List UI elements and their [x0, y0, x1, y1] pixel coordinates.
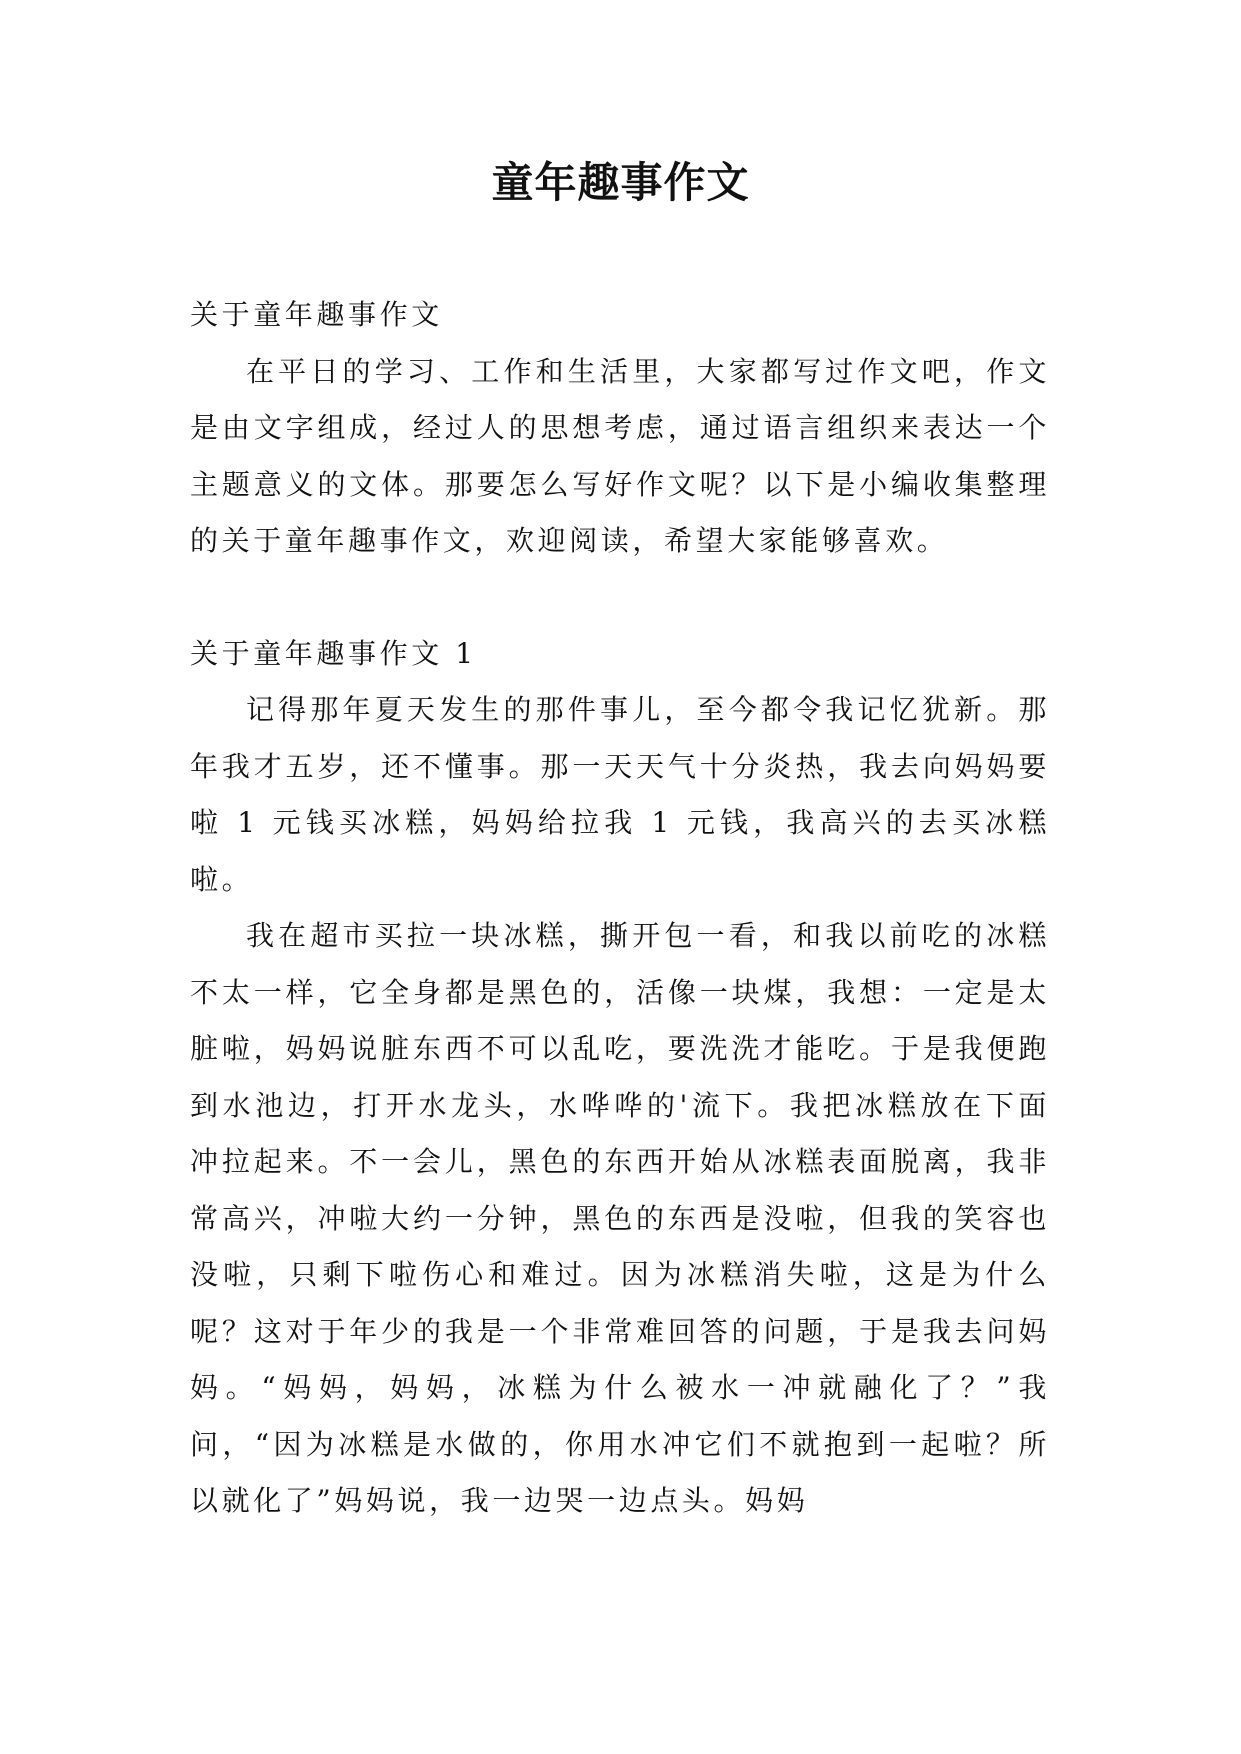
intro-paragraph: 在平日的学习、工作和生活里，大家都写过作文吧，作文是由文字组成，经过人的思想考虑，通过语言组织来表达一个主题意义的文体。那要怎么写好作文呢？以下是小编收集整理的关于童年趣事作文，欢迎阅读，希望大家能够喜欢。	[190, 354, 1050, 557]
document-title: 童年趣事作文	[491, 158, 750, 207]
section-heading: 关于童年趣事作文 1	[190, 636, 477, 670]
body-paragraph: 我在超市买拉一块冰糕，撕开包一看，和我以前吃的冰糕不太一样，它全身都是黑色的，活像一块煤，我想：一定是太脏啦，妈妈说脏东西不可以乱吃，要洗洗才能吃。于是我便跑到水池边，打开水龙头，水哗哗的'流下。我把冰糕放在下面冲拉起来。不一会儿，黑色的东西开始从冰糕表面脱离，我非常高兴，冲啦大约一分钟，黑色的东西是没啦，但我的笑容也没啦，只剩下啦伤心和难过。因为冰糕消失啦，这是为什么呢？这对于年少的我是一个非常难回答的问题，于是我去问妈妈。“妈妈，妈妈，冰糕为什么被水一冲就融化了？”我问，“因为冰糕是水做的，你用水冲它们不就抱到一起啦？所以就化了”妈妈说，我一边哭一边点头。妈妈	[190, 919, 1050, 1517]
intro-heading: 关于童年趣事作文	[190, 298, 443, 331]
document-body	[190, 287, 1050, 1530]
section-spacer	[190, 570, 1050, 626]
body-paragraph: 记得那年夏天发生的那件事儿，至今都令我记忆犹新。那年我才五岁，还不懂事。那一天天气十分炎热，我去向妈妈要啦 1 元钱买冰糕，妈妈给拉我 1 元钱，我高兴的去买冰糕啦。	[190, 693, 1050, 896]
